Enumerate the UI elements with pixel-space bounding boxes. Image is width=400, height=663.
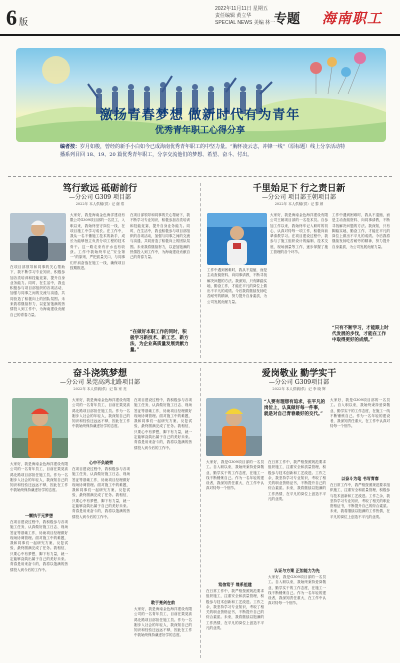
divider [8,176,392,177]
article-4-body-col2: 大家好，我是G309项目部的一名员工。自入职以来，我始终秉持爱岗敬业、勤学实干的工作态度，在施工一线不断锤炼自己。作为一名年轻的建设者，我深知责任重大，在工作中认真对待每一个细节。 [330,398,390,429]
article-3-section-1: 一颗执于元梦想 [25,513,53,518]
article-3-photo [12,398,68,458]
article-4-header [206,368,392,392]
header-rule [0,34,400,36]
banner-subtitle: 优秀青年职工心得分享 [154,125,245,135]
article-4-section-2: 认证与方案 正如能力为先 [274,568,320,573]
article-1-header [8,183,192,207]
article-1-subline: —分公司 G309 项目部 [68,194,132,201]
article-2-byline: 2022年 本人供稿(供）记 黎 颜 [274,202,324,206]
article-4-quote: “人要有理想有追求，在平凡的岗位上，认真做好每一件事，就是对自己青春最好的交代。” [264,400,326,417]
article-4-byline: 2022年 本人供稿(供）记 李 晓 辉 [272,387,326,391]
page-number: 6 版 [6,5,29,30]
article-3-body-col2: 在项目建设过程中，我积极参与各项施工任务，认真做好施工日志、现场签证等基础工作，协助项目经理做好现场协调管理。面对施工中的难题，我和同事们一起研究方案、反复试验，最终圆满完成了任务。我相信，只要心中有梦想，脚下有力量，就一定能够浇筑出属于自己的美好未来。青春是用来奋斗的，我将以饱满的热情投入到今后的工作中。 [134,398,192,450]
article-3-body-col0b: 在项目建设过程中，我积极参与各项施工任务，认真做好施工日志、现场签证等基础工作，协助项目经理做好现场协调管理。面对施工中的难题，我和同事们一起研究方案、反复试验，最终圆满完成了任务。我相信，只要心中有梦想，脚下有力量，就一定能够浇筑出属于自己的美好未来。青春是用来奋斗的，我将以饱满的热情投入到今后的工作中。 [10,520,68,572]
article-4-body-col2b: 在日常工作中，我严格按照规范要求组织施工，注重安全和质量管理，积极参与技术创新和工艺改进。工作之余，我坚持学习专业知识，考取了相关的职业资格证书，不断提升自己的综合素质。未来，我将继续以饱满的工作热情，在平凡的岗位上创造不平凡的业绩。 [330,483,390,519]
article-4-photo [206,398,262,456]
article-4-body-col1b: 大家好，我是G309项目部的一名员工。自入职以来，我始终秉持爱岗敬业、勤学实干的工作态度，在施工一线不断锤炼自己。作为一名年轻的建设者，我深知责任重大，在工作中认真对待每一个细节。 [268,575,326,606]
article-3-headline: 奋斗浇筑梦想 [72,368,127,378]
article-3-subline: —分公司 果莞高鸿北路项目部 [60,379,140,386]
article-3-section-2: 心中不负晓荣 [89,460,113,465]
column-divider [200,183,201,358]
article-2-quote: “只有不断学习，才能跟上时代发展的步伐，才能在工作中取得更好的成绩。” [332,326,389,343]
article-3-header [8,368,192,392]
article-4-body-col0b: 在日常工作中，我严格按照规范要求组织施工，注重安全和质量管理，积极参与技术创新和工艺改进。工作之余，我坚持学习专业知识，考取了相关的职业资格证书，不断提升自己的综合素质。未来，我将继续以饱满的工作热情，在平凡的岗位上创造不平凡的业绩。 [206,589,264,631]
article-2-header [206,183,392,207]
article-4-section-3: 以奋斗为笔 书写青春 [341,476,379,481]
article-2-headline: 千里始足下 行之责日新 [252,183,346,193]
newspaper-logo: 海南职工 [322,11,382,27]
article-3-body-col2b: 大家好，我是海南金色海洋建设有限公司的一名青年员工，目前在果莞高鸿北路项目部担任施工员。作为一名刚步入社会的年轻人，我深知自己的知识和经验还远远不够，因此在工作中我始终保持谦虚好学的态度。 [134,607,192,638]
article-1-headline: 笃行致远 砥砺前行 [62,183,138,193]
editor-note-label: 编者按： [60,144,81,150]
article-1-body-col0: 在项目部领导和同事的关心帮助下，我不断学习专业知识，积极参加各类培训和技能竞赛，提升自身业务能力。同时，在生活中，我也积极参与项目部组织的各项活动，加强与同事之间的交流与沟通，共同营造了积极向上的团队氛围。未来我将继续努力，以更加饱满的热情投入到工作中，为海南建设贡献自己的青春力量。 [10,265,65,317]
article-1-byline: 2022年 本人供稿(供）记 谢 郑 [75,202,125,206]
article-3-body-col1b: 在项目建设过程中，我积极参与各项施工任务，认真做好施工日志、现场签证等基础工作，协助项目经理做好现场协调管理。面对施工中的难题，我和同事们一起研究方案、反复试验，最终圆满完成了任务。我相信，只要心中有梦想，脚下有力量，就一定能够浇筑出属于自己的美好未来。青春是用来奋斗的，我将以饱满的热情投入到今后的工作中。 [72,467,130,519]
article-2-body-col2: 工作中遇到困难时，我从不退缩，而是主动查阅资料、向同事请教，不断寻找解决问题的方法。我深知，只有脚踏实地、勤奋工作，才能在平凡的岗位上做出不平凡的成绩。今后我将继续发扬吃苦耐劳的精神，努力提升自身素质，为公司发展贡献力量。 [332,213,390,249]
section-title: 专题 [274,11,301,26]
article-1-photo [10,213,66,261]
article-3-body-col1: 大家好，我是海南金色海洋建设有限公司的一名青年员工，目前在果莞高鸿北路项目部担任施工员。作为一名刚步入社会的年轻人，我深知自己的知识和经验还远远不够，因此在工作中我始终保持谦虚好学的态度。 [72,398,130,429]
divider [8,362,392,363]
article-4-headline: 爱岗敬业 勤学实干 [261,368,337,378]
editor-note [60,143,350,159]
article-3-section-3: 敢于亮剑在前 [151,600,175,605]
editor-note-text: 岁月如梭，曾经的新手小白如今已成海南优秀青年职工的中坚力量。“胸怀凌云志，冲锋一线”（原标题）线上分享活动特播系列目回 18、19、20 篇优秀青年职工，分享交流他们的梦想、希望、奋斗、付出。 [60,144,346,158]
banner-title: 激扬青春梦想 做新时代有为青年 [99,107,301,122]
issue-meta: 2022年11月11日 星期五 责任编辑 黄立华 SPECIAL NEWS 美编 林一 [215,6,276,26]
article-2-subline: —分公司 项目部王朝项目部 [262,194,336,201]
article-4-body-col0: 大家好，我是G309项目部的一名员工。自入职以来，我始终秉持爱岗敬业、勤学实干的工作态度，在施工一线不断锤炼自己。作为一名年轻的建设者，我深知责任重大，在工作中认真对待每一个细节。 [206,460,264,491]
article-3-byline: 2022年 本人供稿(供）记 陈 家 亮 [73,387,127,391]
article-4-subline: —分公司 G309项目部 [268,379,330,386]
page-header [0,0,400,44]
article-3-body-col0: 大家好，我是海南金色海洋建设有限公司的一名青年员工，目前在果莞高鸿北路项目部担任施工员。作为一名刚步入社会的年轻人，我深知自己的知识和经验还远远不够，因此在工作中我始终保持谦虚好学的态度。 [10,462,68,493]
article-1-body-col1: 大家好，我是海南金色海洋建设有限公司G309项目部的一名员工，入职以来，我始终坚守岗位一线，在项目施工中学习成长。在工作中，我从一名不懂施工技术的新手，成长为能够独立负责分项工程的技术骨干。这一路走来有汗水也有收获。工作中我始终牢记“安全第一”的原则，严把质量关口，与同事们并肩奋战在施工一线，确保项目按期推进。 [70,213,125,270]
article-4-section-1: 笃信笃于 缘系祖建 [218,582,252,587]
article-1-quote: “在做好本职工作的同时，积极学习新技术、新工艺、新方法，为企业高质量发展贡献力量。” [130,330,189,353]
article-2-body-col1: 大家好，我是海南金色海洋建设有限公司王朝项目部的一名技术员。自参加工作以来，我始终牢记入职时的初心，认真对待每一项工作，积极向前辈请教学习。在项目建设过程中，我参与了施工组织设计的编制、技术交底、现场测量等工作，逐步掌握了施工管理的各个环节。 [270,213,328,255]
article-2-body-col0: 工作中遇到困难时，我从不退缩，而是主动查阅资料、向同事请教，不断寻找解决问题的方法。我深知，只有脚踏实地、勤奋工作，才能在平凡的岗位上做出不平凡的成绩。今后我将继续发扬吃苦耐劳的精神，努力提升自身素质，为公司发展贡献力量。 [207,268,267,304]
article-2-photo [207,213,267,265]
column-divider [200,368,201,658]
article-1-body-col2: 在项目部领导和同事的关心帮助下，我不断学习专业知识，积极参加各类培训和技能竞赛，提升自身业务能力。同时，在生活中，我也积极参与项目部组织的各项活动，加强与同事之间的交流与沟通，共同营造了积极向上的团队氛围。未来我将继续努力，以更加饱满的热情投入到工作中，为海南建设贡献自己的青春力量。 [130,213,190,260]
article-4-body-col1: 在日常工作中，我严格按照规范要求组织施工，注重安全和质量管理，积极参与技术创新和工艺改进。工作之余，我坚持学习专业知识，考取了相关的职业资格证书，不断提升自己的综合素质。未来，我将继续以饱满的工作热情，在平凡的岗位上创造不平凡的业绩。 [268,460,326,502]
